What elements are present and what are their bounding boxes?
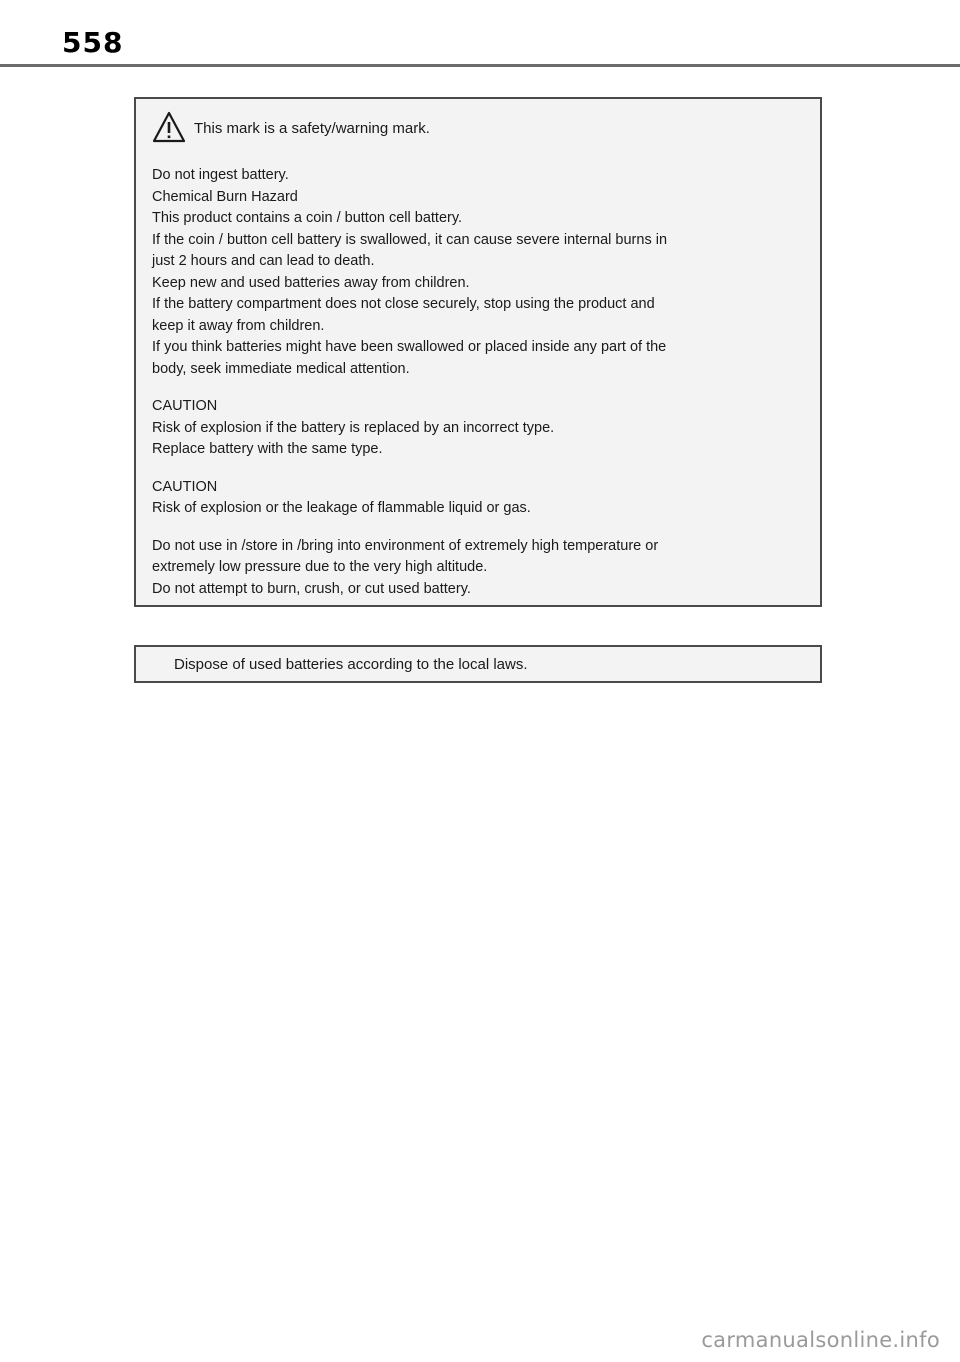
battery-line: body, seek immediate medical attention.	[152, 360, 410, 377]
header-divider	[0, 64, 960, 67]
environment-line: Do not attempt to burn, crush, or cut used battery.	[152, 580, 471, 597]
caution-incorrect-type-section	[152, 396, 790, 461]
caution-heading: CAUTION	[152, 398, 218, 414]
dispose-notice-text: Dispose of used batteries according to the local laws.	[174, 656, 528, 673]
caution-leakage-section	[152, 477, 790, 520]
battery-line: Do not ingest battery.	[152, 167, 289, 183]
battery-line: just 2 hours and can lead to death.	[152, 253, 375, 269]
battery-line: keep it away from children.	[152, 317, 325, 334]
battery-line: If the coin / button cell battery is swallowed, it can cause severe internal burns in	[152, 231, 668, 248]
dispose-notice-box	[134, 645, 822, 683]
battery-warning-box	[134, 97, 822, 607]
caution-heading: CAUTION	[152, 478, 218, 495]
warning-mark-label: This mark is a safety/warning mark.	[194, 120, 430, 137]
battery-line: Keep new and used batteries away from children.	[152, 274, 470, 291]
battery-line: This product contains a coin / button cell battery.	[152, 210, 463, 226]
warning-header	[152, 113, 790, 153]
battery-line: If you think batteries might have been swallowed or placed inside any part of the	[152, 339, 667, 355]
watermark: carmanualsonline.info	[701, 1328, 940, 1352]
page-number: 558	[62, 26, 124, 59]
caution-line: Risk of explosion if the battery is replaced by an incorrect type.	[152, 419, 555, 436]
battery-ingestion-section	[152, 165, 790, 380]
environment-line: Do not use in /store in /bring into environment of extremely high temperature or	[152, 537, 659, 554]
battery-line: Chemical Burn Hazard	[152, 188, 298, 205]
environment-section	[152, 536, 790, 601]
caution-line: Risk of explosion or the leakage of flammable liquid or gas.	[152, 500, 531, 516]
warning-triangle-icon	[152, 111, 186, 143]
environment-line: extremely low pressure due to the very high altitude.	[152, 559, 488, 575]
caution-line: Replace battery with the same type.	[152, 441, 383, 457]
battery-line: If the battery compartment does not close securely, stop using the product and	[152, 296, 655, 312]
